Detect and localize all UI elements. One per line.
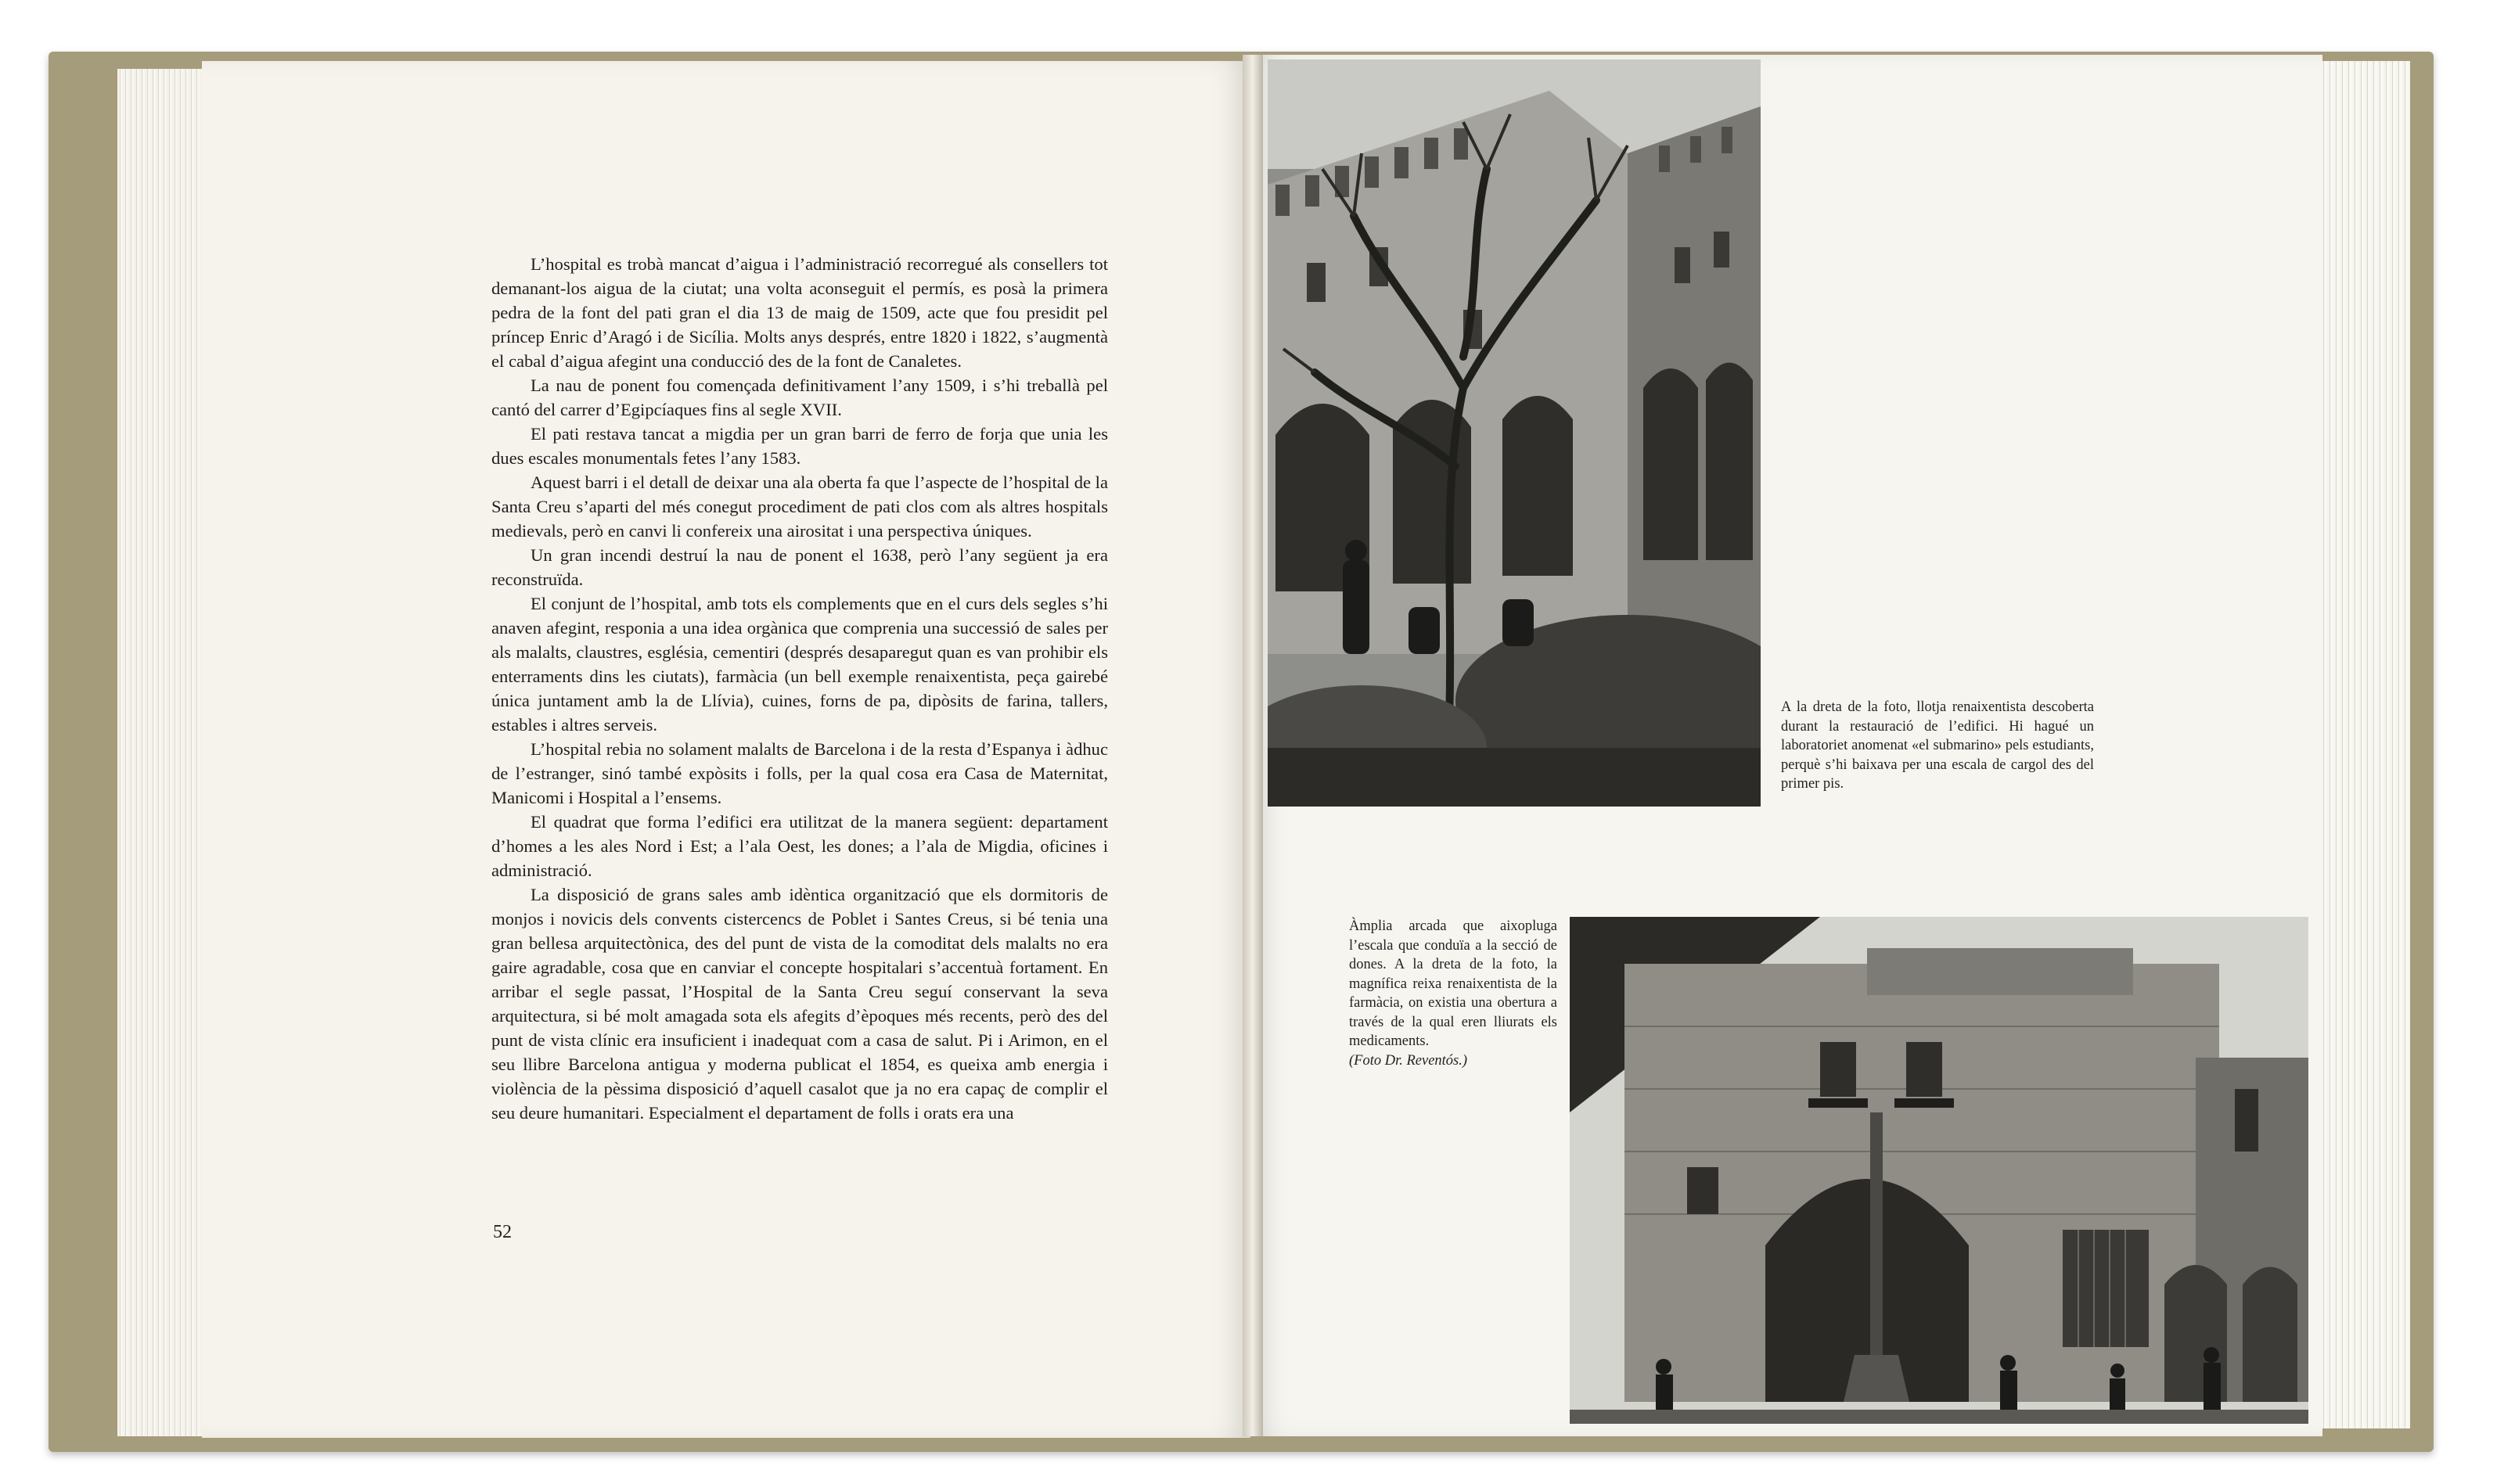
caption-bottom-text: Àmplia arcada que aixopluga l’escala que conduïa a la secció de dones. A la dreta de la foto, la magnífica reixa renaixentista de la farmàcia, on existia una obertura a través de la qual eren lliurats els medicaments. bbox=[1349, 918, 1557, 1049]
paragraph: Un gran incendi destruí la nau de ponent el 1638, però l’any següent ja era reconstruïda. bbox=[491, 545, 1108, 589]
page-number: 52 bbox=[493, 1222, 512, 1242]
right-page-edges bbox=[2308, 61, 2410, 1428]
paragraph: El conjunt de l’hospital, amb tots els complements que en el curs dels segles s’hi anaven afegint, responia a una idea orgànica que comprenia una successió de sales per als malalts, claustres, església, cementiri (després desaparegut quan es van prohibir els enterraments dins les ciutats), farmàcia (un bell exemple renaixentista, peça gairebé única juntament amb la de Llívia), cuines, forns de pa, dipòsits de farina, tallers, estables i altres serveis. bbox=[491, 594, 1108, 735]
arcade-illustration bbox=[1570, 917, 2308, 1424]
caption-bottom bbox=[1349, 917, 1557, 1070]
paragraph: L’hospital rebia no solament malalts de Barcelona i de la resta d’Espanya i àdhuc de l’estranger, sinó també expòsits i folls, per la qual cosa era Casa de Maternitat, Manicomi i Hospital a l’ensems. bbox=[491, 739, 1108, 807]
caption-top: A la dreta de la foto, llotja renaixentista descoberta durant la restauració de l’edifici. Hi hagué un laboratoriet anomenat «el submarino» pels estudiants, perquè s’hi baixava per una escala de cargol des del primer pis. bbox=[1781, 699, 2094, 792]
paragraph: El quadrat que forma l’edifici era utilitzat de la manera següent: departament d’homes a les ales Nord i Est; a l’ala Oest, les dones; a l’ala de Migdia, oficines i administració. bbox=[491, 812, 1108, 880]
paragraph: El pati restava tancat a migdia per un gran barri de ferro de forja que unia les dues escales monumentals fetes l’any 1583. bbox=[491, 424, 1108, 468]
arcade-photo bbox=[1570, 917, 2308, 1424]
courtyard-illustration bbox=[1268, 59, 1761, 807]
book-gutter bbox=[1243, 55, 1263, 1436]
paragraph: La nau de ponent fou començada definitivament l’any 1509, i s’hi treballà pel cantó del carrer d’Egipcíaques fins al segle XVII. bbox=[491, 375, 1108, 419]
left-page-edges bbox=[117, 69, 211, 1436]
courtyard-photo bbox=[1268, 59, 1761, 807]
photo-credit: (Foto Dr. Reventós.) bbox=[1349, 1052, 1468, 1069]
paragraph: L’hospital es trobà mancat d’aigua i l’administració recorregué als consellers tot demanant-los aigua de la ciutat; una volta aconseguit el permís, es posà la primera pedra de la font del pati gran el dia 13 de maig de 1509, acte que fou presidit pel príncep Enric d’Aragó i de Sicília. Molts anys després, entre 1820 i 1822, s’augmentà el cabal d’aigua afegint una conducció des de la font de Canaletes. bbox=[491, 254, 1108, 371]
paragraph: Aquest barri i el detall de deixar una ala oberta fa que l’aspecte de l’hospital de la Santa Creu s’aparti del més conegut procediment de pati clos com als altres hospitals medievals, però en canvi li confereix una airositat i una perspectiva úniques. bbox=[491, 473, 1108, 541]
body-text bbox=[491, 252, 1108, 1125]
paragraph: La disposició de grans sales amb idèntica organització que els dormitoris de monjos i novicis dels convents cistercencs de Poblet i Santes Creus, si bé tenia una gran bellesa arquitectònica, des del punt de vista de la comoditat dels malalts no era gaire agradable, cosa que en canviar el concepte hospitalari s’accentuà fortament. En arribar el segle passat, l’Hospital de la Santa Creu seguí conservant la seva arquitectura, si bé molt amagada sota els afegits d’èpoques més recents, però des del punt de vista clínic era insuficient i inadequat com a casa de salut. Pi i Arimon, en el seu llibre Barcelona antigua y moderna publicat el 1854, es queixa amb energia i violència de la pèssima disposició d’aquell casalot que ja no era capaç de complir el seu deure humanitari. Especialment el departament de folls i orats era una bbox=[491, 885, 1108, 1123]
